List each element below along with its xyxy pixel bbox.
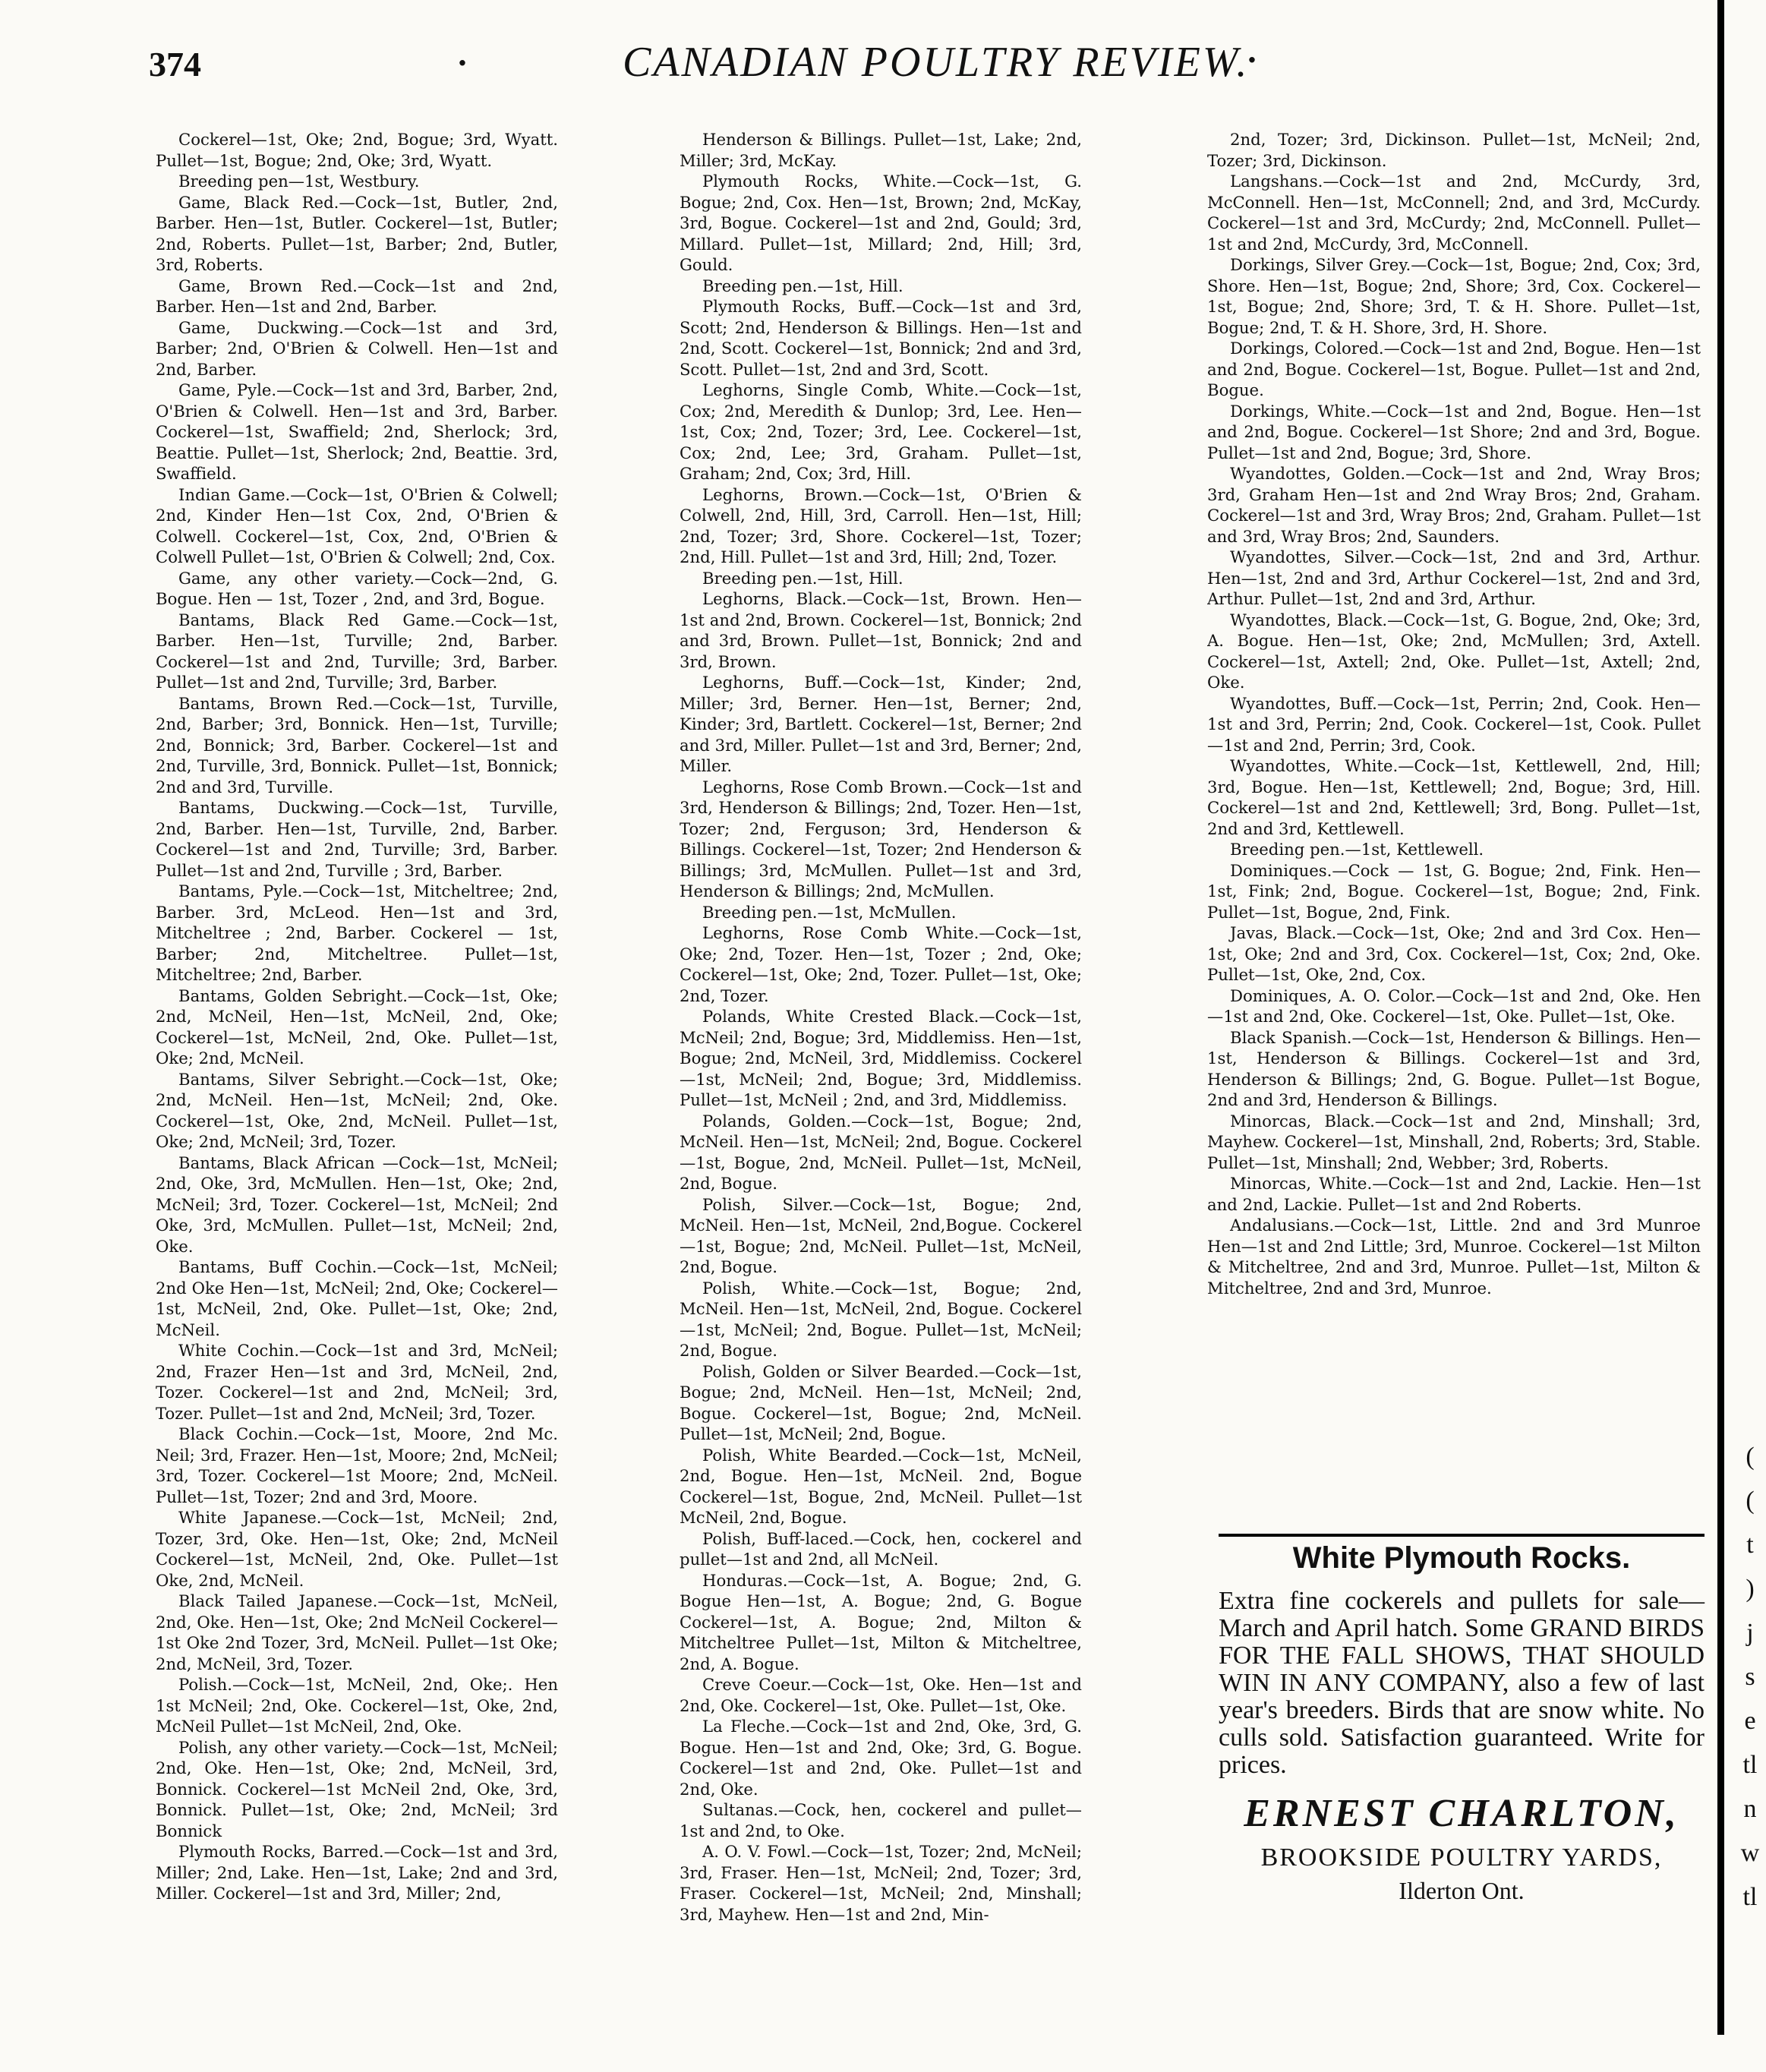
result-entry: Polish, Buff-laced.—Cock, hen, cockerel and pullet—1st and 2nd, all McNeil. (680, 1528, 1082, 1569)
edge-letter: j (1746, 1619, 1754, 1647)
result-entry: Breeding pen.—1st, Hill. (702, 568, 903, 588)
result-entry: Plymouth Rocks, Barred.—Cock—1st and 3rd, Miller; 2nd, Lake. Hen—1st, Lake; 2nd and 3rd, Miller. Cockerel—1st and 3rd, Miller; 2nd, (156, 1842, 558, 1903)
advertisement-rule (1219, 1534, 1705, 1537)
result-entry: Game, Brown Red.—Cock—1st and 2nd, Barber. Hen—1st and 2nd, Barber. (156, 276, 558, 316)
result-entry: Game, Duckwing.—Cock—1st and 3rd, Barber; 2nd, O'Brien & Colwell. Hen—1st and 2nd, Barber. (156, 317, 558, 379)
result-entry: Bantams, Pyle.—Cock—1st, Mitcheltree; 2nd, Barber. 3rd, McLeod. Hen—1st and 3rd, Mitcheltree ; 2nd, Barber. Cockerel — 1st, Barber; 2nd, Mitcheltree. Pullet—1st, Mitcheltree; 2nd, Barber. (156, 881, 558, 984)
result-entry: Leghorns, Black.—Cock—1st, Brown. Hen—1st and 2nd, Brown. Cockerel—1st, Bonnick; 2nd and 3rd, Brown. Pullet—1st, Bonnick; 2nd and 3rd, Brown. (680, 589, 1082, 671)
result-entry: Dorkings, Silver Grey.—Cock—1st, Bogue; 2nd, Cox; 3rd, Shore. Hen—1st, Bogue; 2nd, Shore; 3rd, Cox. Cockerel—1st, Bogue; 2nd, Shore; 3rd, T. & H. Shore. Pullet—1st, Bogue; 2nd, T. & H. Shore, 3rd, H. Shore. (1207, 255, 1701, 337)
result-entry: Plymouth Rocks, White.—Cock—1st, G. Bogue; 2nd, Cox. Hen—1st, Brown; 2nd, McKay, 3rd, Bogue. Cockerel—1st and 2nd, Gould; 3rd, Millard. Pullet—1st, Millard; 2nd, Hill; 3rd, Gould. (680, 172, 1082, 274)
result-entry: Polish, White Bearded.—Cock—1st, McNeil, 2nd, Bogue. Hen—1st, McNeil. 2nd, Bogue Cockerel—1st, Bogue, 2nd, McNeil. Pullet—1st McNeil, 2nd, Bogue. (680, 1445, 1082, 1527)
header-dot: · (457, 46, 468, 81)
ad-name: ERNEST CHARLTON, (1244, 1792, 1679, 1835)
result-entry: Breeding pen.—1st, Hill. (702, 276, 903, 295)
edge-letter: t (1746, 1531, 1754, 1559)
header-dot: · (1247, 43, 1257, 78)
result-entry: Bantams, Silver Sebright.—Cock—1st, Oke; 2nd, McNeil. Hen—1st, McNeil; 2nd, Oke. Cockerel—1st, Oke, 2nd, McNeil. Pullet—1st, Oke; 2nd, McNeil; 3rd, Tozer. (156, 1069, 558, 1151)
page-number: 374 (149, 45, 201, 84)
result-entry: Polands, White Crested Black.—Cock—1st, McNeil; 2nd, Bogue; 3rd, Middlemiss. Hen—1st, Bogue; 2nd, McNeil, 3rd, Middlemiss. Cockerel—1st, McNeil; 2nd, Bogue; 3rd, Middlemiss. Pullet—1st, McNeil ; 2nd, and 3rd, Middlemiss. (680, 1007, 1082, 1109)
result-entry: White Japanese.—Cock—1st, McNeil; 2nd, Tozer, 3rd, Oke. Hen—1st, Oke; 2nd, McNeil Cockerel—1st, McNeil, 2nd, Oke. Pullet—1st Oke, 2nd, McNeil. (156, 1508, 558, 1590)
ad-location: Ilderton Ont. (1399, 1877, 1525, 1904)
result-entry: Black Tailed Japanese.—Cock—1st, McNeil, 2nd, Oke. Hen—1st, Oke; 2nd McNeil Cockerel—1st Oke 2nd Tozer, 3rd, McNeil. Pullet—1st Oke; 2nd, McNeil, 3rd, Tozer. (156, 1591, 558, 1673)
result-entry: Leghorns, Buff.—Cock—1st, Kinder; 2nd, Miller; 3rd, Berner. Hen—1st, Berner; 2nd, Kinder; 3rd, Bartlett. Cockerel—1st, Berner; 2nd and 3rd, Miller. Pullet—1st and 3rd, Berner; 2nd, Miller. (680, 673, 1082, 775)
journal-title: CANADIAN POULTRY REVIEW. (623, 39, 1250, 86)
ad-business: BROOKSIDE POULTRY YARDS, (1260, 1843, 1663, 1872)
edge-letter: n (1743, 1795, 1757, 1823)
result-entry: Dorkings, White.—Cock—1st and 2nd, Bogue. Hen—1st and 2nd, Bogue. Cockerel—1st Shore; 2nd and 3rd, Bogue. Pullet—1st and 2nd, Bogue; 3rd, Shore. (1207, 401, 1701, 462)
result-entry: Game, Black Red.—Cock—1st, Butler, 2nd, Barber. Hen—1st, Butler. Cockerel—1st, Butler; 2nd, Roberts. Pullet—1st, Barber; 2nd, Butler, 3rd, Roberts. (156, 192, 558, 274)
result-entry: Polands, Golden.—Cock—1st, Bogue; 2nd, McNeil. Hen—1st, McNeil; 2nd, Bogue. Cockerel—1st, Bogue, 2nd, McNeil. Pullet—1st, McNeil, 2nd, Bogue. (680, 1111, 1082, 1193)
edge-letter: ( (1746, 1487, 1755, 1515)
result-entry: Bantams, Duckwing.—Cock—1st, Turville, 2nd, Barber. Hen—1st, Turville, 2nd, Barber. Cockerel—1st and 2nd, Turville; 3rd, Barber. Pullet—1st and 2nd, Turville ; 3rd, Barber. (156, 798, 558, 880)
result-entry: Bantams, Black African —Cock—1st, McNeil; 2nd, Oke, 3rd, McMullen. Hen—1st, Oke; 2nd, McNeil; 3rd, Tozer. Cockerel—1st, McNeil; 2nd Oke, 3rd, McMullen. Pullet—1st, McNeil; 2nd, Oke. (156, 1153, 558, 1256)
result-entry: Breeding pen—1st, Westbury. (178, 172, 420, 191)
result-entry: Wyandottes, Silver.—Cock—1st, 2nd and 3rd, Arthur. Hen—1st, 2nd and 3rd, Arthur Cockerel—1st, 2nd and 3rd, Arthur. Pullet—1st, 2nd and 3rd, Arthur. (1207, 547, 1701, 608)
result-entry: Polish, Silver.—Cock—1st, Bogue; 2nd, McNeil. Hen—1st, McNeil, 2nd,Bogue. Cockerel—1st, Bogue; 2nd, McNeil. Pullet—1st, McNeil, 2nd, Bogue. (680, 1194, 1082, 1276)
result-entry: Bantams, Brown Red.—Cock—1st, Turville, 2nd, Barber; 3rd, Bonnick. Hen—1st, Turville; 2nd, Bonnick; 3rd, Barber. Cockerel—1st and 2nd, Turville, 3rd, Bonnick. Pullet—1st, Bonnick; 2nd and 3rd, Turville. (156, 693, 558, 796)
result-entry: Cockerel—1st, Oke; 2nd, Bogue; 3rd, Wyatt. Pullet—1st, Bogue; 2nd, Oke; 3rd, Wyatt. (156, 130, 558, 170)
edge-letter: w (1740, 1839, 1760, 1867)
result-entry: Black Spanish.—Cock—1st, Henderson & Billings. Hen—1st, Henderson & Billings. Cockerel—1st and 3rd, Henderson & Billings; 2nd, G. Bogue. Pullet—1st Bogue, 2nd and 3rd, Henderson & Billings. (1207, 1027, 1701, 1109)
result-entry: A. O. V. Fowl.—Cock—1st, Tozer; 2nd, McNeil; 3rd, Fraser. Hen—1st, McNeil; 2nd, Tozer; 3rd, Fraser. Cockerel—1st, McNeil; 2nd, Minshall; 3rd, Mayhew. Hen—1st and 2nd, Min- (680, 1842, 1082, 1924)
result-entry: Dominiques.—Cock — 1st, G. Bogue; 2nd, Fink. Hen—1st, Fink; 2nd, Bogue. Cockerel—1st, Bogue; 2nd, Fink. Pullet—1st, Bogue, 2nd, Fink. (1207, 860, 1701, 922)
result-entry: Wyandottes, Buff.—Cock—1st, Perrin; 2nd, Cook. Hen—1st and 3rd, Perrin; 2nd, Cook. Cockerel—1st, Cook. Pullet—1st and 2nd, Perrin; 3rd, Cook. (1207, 693, 1701, 755)
result-entry: Leghorns, Rose Comb White.—Cock—1st, Oke; 2nd, Tozer. Hen—1st, Tozer ; 2nd, Oke; Cockerel—1st, Oke; 2nd, Tozer. Pullet—1st, Oke; 2nd, Tozer. (680, 923, 1082, 1005)
result-entry: Andalusians.—Cock—1st, Little. 2nd and 3rd Munroe Hen—1st and 2nd Little; 3rd, Munroe. Cockerel—1st Milton & Mitcheltree, 2nd and 3rd, Munroe. Pullet—1st, Milton & Mitcheltree, 2nd and 3rd, Munroe. (1207, 1216, 1701, 1298)
result-entry: Plymouth Rocks, Buff.—Cock—1st and 3rd, Scott; 2nd, Henderson & Billings. Hen—1st and 2nd, Scott. Cockerel—1st, Bonnick; 2nd and 3rd, Scott. Pullet—1st, 2nd and 3rd, Scott. (680, 297, 1082, 379)
results-column-1 (156, 129, 558, 1982)
result-entry: Wyandottes, Golden.—Cock—1st and 2nd, Wray Bros; 3rd, Graham Hen—1st and 2nd Wray Bros; 2nd, Graham. Cockerel—1st and 3rd, Wray Bros; 2nd, Graham. Pullet—1st and 3rd, Wray Bros; 2nd, Saunders. (1207, 464, 1701, 546)
result-entry: Wyandottes, Black.—Cock—1st, G. Bogue, 2nd, Oke; 3rd, A. Bogue. Hen—1st, Oke; 2nd, McMullen; 3rd, Axtell. Cockerel—1st, Axtell; 2nd, Oke. Pullet—1st, Axtell; 2nd, Oke. (1207, 610, 1701, 692)
advertisement (1219, 1541, 1705, 1905)
result-entry: Black Cochin.—Cock—1st, Moore, 2nd Mc. Neil; 3rd, Frazer. Hen—1st, Moore; 2nd, McNeil; 3rd, Tozer. Cockerel—1st Moore; 2nd, McNeil. Pullet—1st, Tozer; 2nd and 3rd, Moore. (156, 1424, 558, 1506)
right-border-rule (1717, 0, 1724, 2035)
result-entry: 2nd, Tozer; 3rd, Dickinson. Pullet—1st, McNeil; 2nd, Tozer; 3rd, Dickinson. (1207, 130, 1701, 170)
result-entry: Game, any other variety.—Cock—2nd, G. Bogue. Hen — 1st, Tozer , 2nd, and 3rd, Bogue. (156, 568, 558, 608)
result-entry: Dominiques, A. O. Color.—Cock—1st and 2nd, Oke. Hen—1st and 2nd, Oke. Cockerel—1st, Oke. Pullet—1st, Oke. (1207, 986, 1701, 1026)
ad-heading: White Plymouth Rocks. (1292, 1541, 1631, 1575)
result-entry: Creve Coeur.—Cock—1st, Oke. Hen—1st and 2nd, Oke. Cockerel—1st, Oke. Pullet—1st, Oke. (680, 1675, 1082, 1715)
result-entry: Polish, Golden or Silver Bearded.—Cock—1st, Bogue; 2nd, McNeil. Hen—1st, McNeil; 2nd, Bogue. Cockerel—1st, Bogue; 2nd, McNeil. Pullet—1st, McNeil; 2nd, Bogue. (680, 1361, 1082, 1443)
result-entry: Wyandottes, White.—Cock—1st, Kettlewell, 2nd, Hill; 3rd, Bogue. Hen—1st, Kettlewell; 2nd, Bogue; 3rd, Hill. Cockerel—1st and 2nd, Kettlewell; 3rd, Bong. Pullet—1st, 2nd and 3rd, Kettlewell. (1207, 756, 1701, 838)
result-entry: Leghorns, Rose Comb Brown.—Cock—1st and 3rd, Henderson & Billings; 2nd, Tozer. Hen—1st, Tozer; 2nd, Ferguson; 3rd, Henderson & Billings. Cockerel—1st, Tozer; 2nd Henderson & Billings; 3rd, McMullen. Pullet—1st and 3rd, Henderson & Billings; 2nd, McMullen. (680, 777, 1082, 900)
results-column-2 (680, 129, 1082, 1982)
edge-letter: tl (1742, 1883, 1758, 1911)
edge-letter: tl (1742, 1751, 1758, 1779)
result-entry: White Cochin.—Cock—1st and 3rd, McNeil; 2nd, Frazer Hen—1st and 3rd, McNeil, 2nd, Tozer. Cockerel—1st and 2nd, McNeil; 3rd, Tozer. Pullet—1st and 2nd, McNeil; 3rd, Tozer. (156, 1341, 558, 1423)
result-entry: Polish.—Cock—1st, McNeil, 2nd, Oke;. Hen 1st McNeil; 2nd, Oke. Cockerel—1st, Oke, 2nd, McNeil Pullet—1st McNeil, 2nd, Oke. (156, 1675, 558, 1736)
result-entry: Bantams, Buff Cochin.—Cock—1st, McNeil; 2nd Oke Hen—1st, McNeil; 2nd, Oke; Cockerel—1st, McNeil, 2nd, Oke. Pullet—1st, Oke; 2nd, McNeil. (156, 1257, 558, 1339)
ad-body: Extra fine cockerels and pullets for sale—March and April hatch. Some GRAND BIRDS FOR THE FALL SHOWS, THAT SHOULD WIN IN ANY COMPANY, also a few of last year's breeders. Birds that are snow white. No culls sold. Satisfaction guaranteed. Write for prices. (1219, 1587, 1705, 1779)
result-entry: Leghorns, Brown.—Cock—1st, O'Brien & Colwell, 2nd, Hill, 3rd, Carroll. Hen—1st, Hill; 2nd, Tozer; 3rd, Shore. Cockerel—1st, Tozer; 2nd, Hill. Pullet—1st and 3rd, Hill; 2nd, Tozer. (680, 484, 1082, 566)
result-entry: Javas, Black.—Cock—1st, Oke; 2nd and 3rd Cox. Hen—1st, Oke; 2nd and 3rd, Cox. Cockerel—1st, Cox; 2nd, Oke. Pullet—1st, Oke, 2nd, Cox. (1207, 923, 1701, 984)
result-entry: Leghorns, Single Comb, White.—Cock—1st, Cox; 2nd, Meredith & Dunlop; 3rd, Lee. Hen—1st, Cox; 2nd, Tozer; 3rd, Lee. Cockerel—1st, Cox; 2nd, Lee; 3rd, Graham. Pullet—1st, Graham; 2nd, Cox; 3rd, Hill. (680, 380, 1082, 483)
edge-letters (1739, 1435, 1761, 1919)
result-entry: Breeding pen.—1st, Kettlewell. (1230, 840, 1484, 859)
result-entry: Sultanas.—Cock, hen, cockerel and pullet—1st and 2nd, to Oke. (680, 1800, 1082, 1840)
result-entry: Henderson & Billings. Pullet—1st, Lake; 2nd, Miller; 3rd, McKay. (680, 130, 1082, 170)
result-entry: Langshans.—Cock—1st and 2nd, McCurdy, 3rd, McConnell. Hen—1st, McConnell; 2nd, and 3rd, McCurdy. Cockerel—1st and 3rd, McCurdy; 2nd, McConnell. Pullet—1st and 2nd, McCurdy, 3rd, McConnell. (1207, 172, 1701, 254)
result-entry: Polish, White.—Cock—1st, Bogue; 2nd, McNeil. Hen—1st, McNeil, 2nd, Bogue. Cockerel—1st, McNeil; 2nd, Bogue. Pullet—1st, McNeil; 2nd, Bogue. (680, 1278, 1082, 1360)
result-entry: Game, Pyle.—Cock—1st and 3rd, Barber, 2nd, O'Brien & Colwell. Hen—1st and 3rd, Barber. Cockerel—1st, Swaffield; 2nd, Sherlock; 3rd, Beattie. Pullet—1st, Sherlock; 2nd, Beattie. 3rd, Swaffield. (156, 380, 558, 483)
result-entry: Bantams, Black Red Game.—Cock—1st, Barber. Hen—1st, Turville; 2nd, Barber. Cockerel—1st and 2nd, Turville; 3rd, Barber. Pullet—1st and 2nd, Turville; 3rd, Barber. (156, 610, 558, 692)
result-entry: La Fleche.—Cock—1st and 2nd, Oke, 3rd, G. Bogue. Hen—1st and 2nd, Oke; 3rd, G. Bogue. Cockerel—1st and 2nd, Oke. Pullet—1st and 2nd, Oke. (680, 1717, 1082, 1799)
edge-letter: s (1745, 1663, 1755, 1691)
result-entry: Minorcas, White.—Cock—1st and 2nd, Lackie. Hen—1st and 2nd, Lackie. Pullet—1st and 2nd Roberts. (1207, 1174, 1701, 1214)
result-entry: Minorcas, Black.—Cock—1st and 2nd, Minshall; 3rd, Mayhew. Cockerel—1st, Minshall, 2nd, Roberts; 3rd, Stable. Pullet—1st, Minshall; 2nd, Webber; 3rd, Roberts. (1207, 1111, 1701, 1172)
edge-letter: ( (1746, 1443, 1755, 1471)
result-entry: Indian Game.—Cock—1st, O'Brien & Colwell; 2nd, Kinder Hen—1st Cox, 2nd, O'Brien & Colwell. Cockerel—1st, Cox, 2nd, O'Brien & Colwell Pullet—1st, O'Brien & Colwell; 2nd, Cox. (156, 484, 558, 566)
result-entry: Bantams, Golden Sebright.—Cock—1st, Oke; 2nd, McNeil, Hen—1st, McNeil, 2nd, Oke; Cockerel—1st, McNeil, 2nd, Oke. Pullet—1st, Oke; 2nd, McNeil. (156, 986, 558, 1068)
edge-letter: e (1744, 1707, 1756, 1735)
result-entry: Honduras.—Cock—1st, A. Bogue; 2nd, G. Bogue Hen—1st, A. Bogue; 2nd, G. Bogue Cockerel—1st, A. Bogue; 2nd, Milton & Mitcheltree Pullet—1st, Milton & Mitcheltree, 2nd, A. Bogue. (680, 1570, 1082, 1673)
result-entry: Polish, any other variety.—Cock—1st, McNeil; 2nd, Oke. Hen—1st, Oke; 2nd, McNeil, 3rd, Bonnick. Cockerel—1st McNeil 2nd, Oke, 3rd, Bonnick. Pullet—1st, Oke; 2nd, McNeil; 3rd Bonnick (156, 1737, 558, 1840)
result-entry: Breeding pen.—1st, McMullen. (702, 902, 957, 922)
edge-letter: ) (1746, 1575, 1755, 1603)
result-entry: Dorkings, Colored.—Cock—1st and 2nd, Bogue. Hen—1st and 2nd, Bogue. Cockerel—1st, Bogue. Pullet—1st and 2nd, Bogue. (1207, 339, 1701, 399)
